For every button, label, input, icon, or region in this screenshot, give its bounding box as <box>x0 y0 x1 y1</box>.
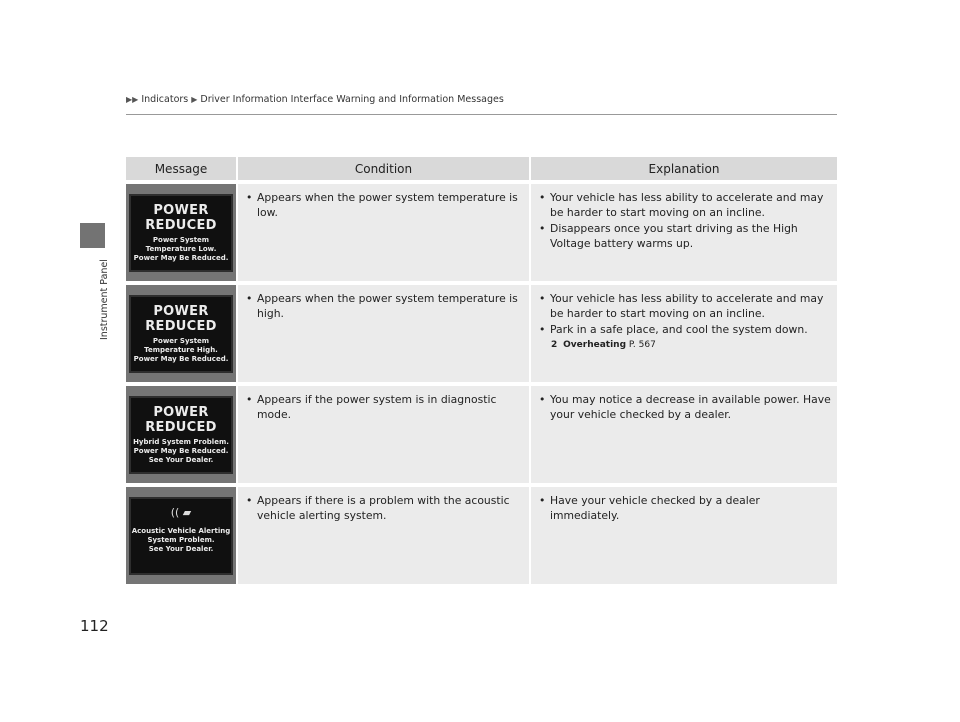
message-display: POWER REDUCED Power System Temperature Low. Power May Be Reduced. <box>129 194 233 272</box>
message-display: POWER REDUCED Hybrid System Problem. Power May Be Reduced. See Your Dealer. <box>129 396 233 474</box>
messages-table <box>126 157 837 584</box>
section-label: Instrument Panel <box>99 259 110 340</box>
condition-cell: • Appears if there is a problem with the acoustic vehicle alerting system. <box>236 487 529 584</box>
table-row <box>126 184 837 281</box>
breadcrumb-item[interactable]: Driver Information Interface Warning and Information Messages <box>200 94 504 105</box>
reference-title[interactable]: Overheating <box>563 340 627 350</box>
reference-page: P. 567 <box>628 340 656 350</box>
condition-cell: • Appears when the power system temperature is low. <box>236 184 529 281</box>
message-image-cell <box>126 184 236 281</box>
chevron-right-icon: ▶▶ <box>126 95 139 104</box>
condition-cell: • Appears if the power system is in diagnostic mode. <box>236 386 529 483</box>
table-row <box>126 487 837 584</box>
message-display: POWER REDUCED Power System Temperature High. Power May Be Reduced. <box>129 295 233 373</box>
table-row <box>126 386 837 483</box>
explanation-cell: • You may notice a decrease in available power. Have your vehicle checked by a dealer. <box>529 386 837 483</box>
message-image-cell <box>126 487 236 584</box>
message-display: (( ▰ Acoustic Vehicle Alerting System Problem. See Your Dealer. <box>129 497 233 575</box>
cross-reference[interactable] <box>551 338 831 353</box>
column-header-condition: Condition <box>236 157 529 180</box>
explanation-cell: • Have your vehicle checked by a dealer immediately. <box>529 487 837 584</box>
chevron-right-icon: ▶ <box>191 95 198 104</box>
message-image-cell <box>126 386 236 483</box>
section-tab <box>80 223 105 248</box>
breadcrumb-item[interactable]: Indicators <box>141 94 189 105</box>
table-row <box>126 285 837 382</box>
column-header-message: Message <box>126 157 236 180</box>
column-header-explanation: Explanation <box>529 157 837 180</box>
header-divider <box>126 114 837 115</box>
reference-arrow-icon: 2 <box>551 340 558 350</box>
page-number: 112 <box>80 617 109 635</box>
acoustic-alert-car-icon: (( ▰ <box>170 505 192 519</box>
message-image-cell <box>126 285 236 382</box>
breadcrumb <box>126 94 504 105</box>
explanation-cell: • Your vehicle has less ability to accelerate and may be harder to start moving on an incline. • Park in a safe place, and cool the system down. 2 Overheating P. 567 <box>529 285 837 382</box>
condition-cell: • Appears when the power system temperature is high. <box>236 285 529 382</box>
explanation-cell: • Your vehicle has less ability to accelerate and may be harder to start moving on an incline. • Disappears once you start driving as the High Voltage battery warms up. <box>529 184 837 281</box>
